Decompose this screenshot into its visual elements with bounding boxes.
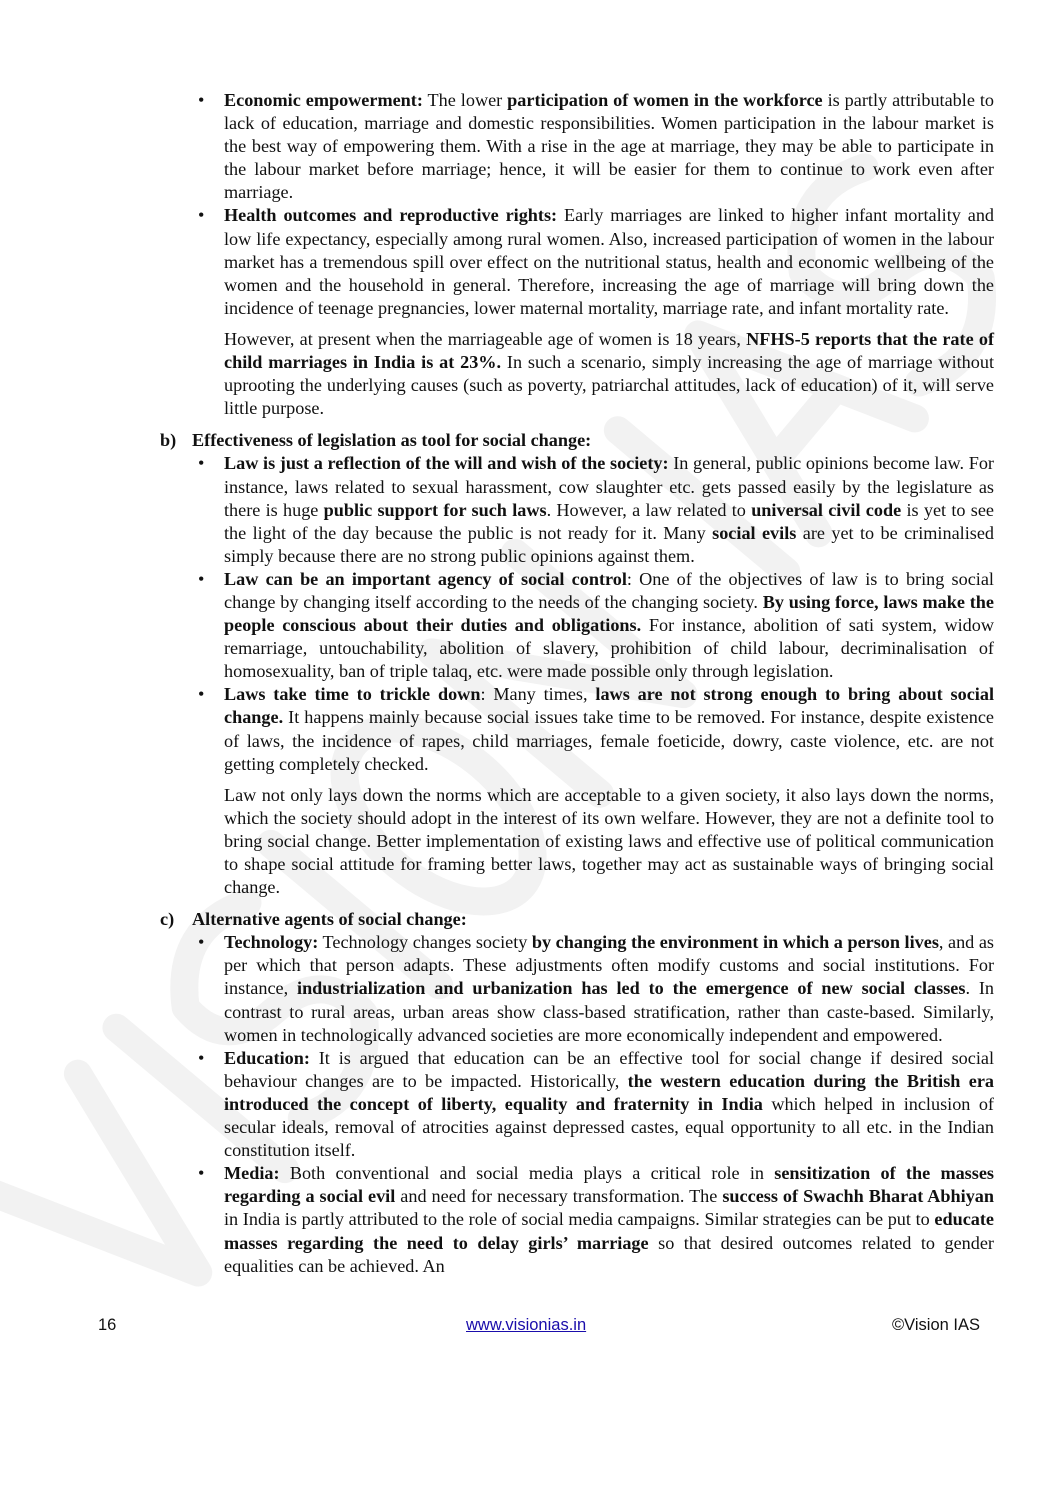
bullet-icon: • [198, 932, 205, 953]
text: The lower [422, 90, 508, 110]
bold-text: public support for such laws [323, 499, 547, 520]
bullet-item [160, 452, 994, 567]
bold-text: the western education during the British era introduced the concept of liberty, equality and fraternity in India [224, 1070, 994, 1114]
text: , and as per which that person adapts. These adjustments often modify customs and social institutions. For instance, [224, 932, 994, 999]
document-body [160, 0, 994, 1315]
bold-text: sensitization of the masses regarding a social evil [224, 1163, 994, 1207]
bullet-item [160, 683, 994, 775]
text: It is argued that education can be an effective tool for social change if desired social behaviour changes are to be impacted. Historically, [224, 1047, 994, 1091]
bullet-item [160, 89, 994, 204]
bullet-icon: • [198, 453, 205, 474]
bullet-icon: • [198, 205, 205, 226]
section-heading [160, 429, 994, 452]
bullet-item [160, 568, 994, 683]
bullet-icon: • [198, 1163, 205, 1184]
text: : One of the objectives of law is to bring social change by changing itself according to the needs of the changing society. [224, 568, 994, 612]
bullet-item [160, 1162, 994, 1277]
bold-text: success of Swachh Bharat Abhiyan [722, 1186, 995, 1207]
text: Effectiveness of legislation as tool for social change: [192, 430, 592, 451]
bullet-item [160, 931, 994, 1046]
bold-text: universal civil code [751, 499, 902, 520]
bullet-item [160, 1047, 994, 1162]
bullet-icon: • [198, 568, 205, 589]
text: For instance, abolition of sati system, widow remarriage, untouchability, abolition of slavery, prohibition of child labour, decriminalisation of homosexuality, ban of triple talaq, etc. were made possible only through legislation. [224, 615, 994, 682]
text: In general, public opinions become law. For instance, laws related to sexual harassment, cow slaughter etc. gets passed easily by the legislature as there is huge [224, 453, 994, 520]
section-label: c) [160, 909, 175, 930]
text: is partly attributable to lack of education, marriage and domestic responsibilities. Women participation in the labour market is the best way of empowering them. With a rise in the age at marriage, they may be able to participate in the labour market before marriage; hence, it will be easier for them to continue to work even after marriage. [224, 90, 994, 203]
text: Early marriages are linked to higher infant mortality and low life expectancy, especially among rural women. Also, increased participation of women in the labour market has a tremendous spill over effect on the nutritional status, health and economic wellbeing of the women and the household in general. Therefore, increasing the age of marriage will bring down the incidence of teenage pregnancies, lower maternal mortality, marriage rate, and infant mortality rate. [224, 205, 995, 318]
text: Alternative agents of social change: [192, 909, 467, 930]
text: Law not only lays down the norms which are acceptable to a given society, it also lays down the norms, which the society should adopt in the interest of its own welfare. However, they are not a definite tool to bring social change. Better implementation of existing laws and effective use of political communication to shape social attitude for framing better laws, together may act as sustainable ways of bringing social change. [224, 784, 994, 898]
text: is yet to see the light of the day because the public is not ready for it. Many [224, 499, 994, 543]
bold-text: Economic empowerment: [224, 90, 423, 110]
bullet-icon: • [198, 90, 205, 110]
text: However, at present when the marriageable age of women is 18 years, [224, 328, 747, 349]
bold-text: Law is just a reflection of the will and wish of the society: [224, 453, 669, 474]
bullet-icon: • [198, 684, 205, 705]
bullet-item [160, 204, 994, 319]
bold-text: social evils [712, 522, 797, 543]
section-label: b) [160, 430, 177, 451]
section-heading [160, 908, 994, 931]
bold-text: laws are not strong enough to bring about social change. [224, 684, 994, 728]
bold-text: NFHS-5 reports that the rate of child marriages in India is at 23%. [224, 328, 995, 373]
text: Both conventional and social media plays a critical role in [279, 1163, 775, 1184]
text: Technology changes society [318, 932, 532, 953]
text: : Many times, [480, 684, 596, 705]
bold-text: Education: [224, 1047, 310, 1068]
bold-text: by changing the environment in which a person lives [531, 932, 939, 953]
text: . However, a law related to [546, 499, 752, 520]
bold-text: Media: [224, 1163, 280, 1184]
bold-text: Health outcomes and reproductive rights: [224, 205, 558, 226]
text: so that desired outcomes related to gender equalities can be achieved. An [224, 1232, 994, 1276]
text: It happens mainly because social issues take time to be removed. For instance, despite existence of laws, the incidence of rapes, child marriages, female foeticide, dowry, caste violence, etc. are not getting completely checked. [224, 707, 994, 774]
website-link[interactable]: www.visionias.in [466, 1316, 587, 1334]
copyright: ©Vision IAS [892, 1316, 980, 1334]
bold-text: participation of women in the workforce [507, 90, 823, 110]
text: and need for necessary transformation. The [395, 1186, 723, 1207]
bold-text: Laws take time to trickle down [224, 684, 481, 705]
bold-text: Technology: [224, 932, 319, 953]
bold-text: By using force, laws make the people conscious about their duties and obligations. [224, 591, 994, 636]
text: which helped in inclusion of secular ideals, removal of atrocities against depressed castes, equal opportunity to all etc. in the Indian constitution itself. [224, 1093, 994, 1161]
bullet-icon: • [198, 1047, 205, 1068]
text: are yet to be criminalised simply because there are no strong public opinions against them. [224, 522, 994, 566]
page-footer [0, 1315, 1058, 1355]
paragraph [160, 328, 994, 420]
bold-text: Law can be an important agency of social control [224, 568, 627, 589]
page-number: 16 [98, 1316, 117, 1334]
bold-text: educate masses regarding the need to delay girls’ marriage [224, 1209, 994, 1253]
text: . In contrast to rural areas, urban areas show class-based stratification, rather than caste-based. Similarly, women in technologically advanced societies are more economically independent and empowered. [224, 978, 995, 1045]
paragraph [160, 784, 994, 899]
text: in India is partly attributed to the role of social media campaigns. Similar strategies can be put to [224, 1209, 935, 1230]
bold-text: industrialization and urbanization has led to the emergence of new social classes [297, 978, 966, 999]
text: In such a scenario, simply increasing the age of marriage without uprooting the underlying causes (such as poverty, patriarchal attitudes, lack of education) of it, will serve little purpose. [224, 352, 995, 419]
